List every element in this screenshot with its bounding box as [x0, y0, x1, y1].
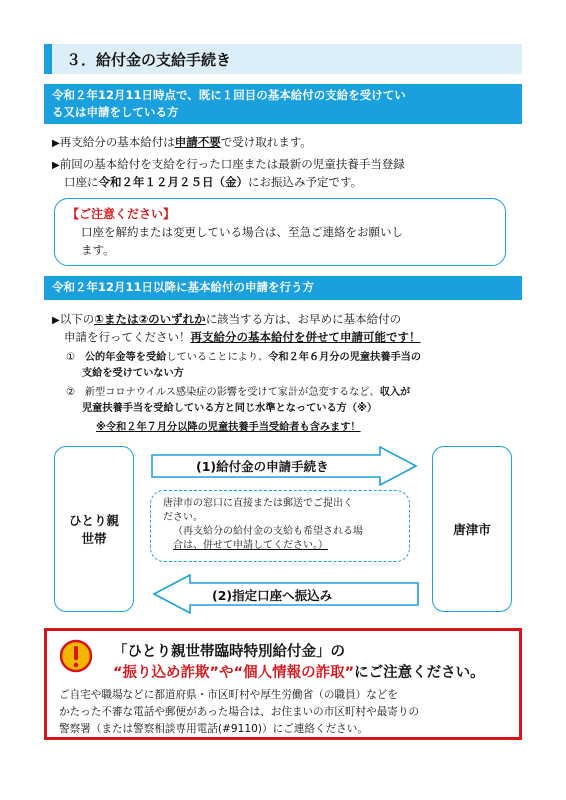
caution-box: [54, 198, 506, 266]
warning-subtitle: “振り込め詐欺”や“個人情報の詐取”にご注意ください。: [113, 665, 485, 681]
warning-body-line2: かたった不審な電話や郵便があった場合は、お住まいの市区町村や最寄りの: [59, 706, 420, 718]
heading2-text: 令和２年12月11日以降に基本給付の申請を行う方: [52, 280, 315, 294]
combined-application-note: 再支給分の基本給付を併せて申請可能です！: [190, 330, 421, 344]
warning-title: 「ひとり親世帯臨時特別給付金」の: [113, 644, 345, 660]
submission-line4: 合は、併せて申請してください。）: [173, 540, 328, 551]
bullet-no-application: ▶再支給分の基本給付は申請不要で受け取れます。: [52, 135, 312, 149]
condition-item-2-line2: 児童扶養手当を受給している方と同じ水準となっている方（※）: [82, 403, 378, 414]
transfer-date: 令和２年１２月２５日（金）: [98, 175, 248, 189]
bullet-triangle-icon: ▶: [52, 315, 60, 326]
caution-line2: ます。: [81, 243, 115, 257]
condition-item-2: ② 新型コロナウイルス感染症の影響を受けて家計が急変するなど、収入が: [66, 387, 411, 398]
section-title: ３．給付金の支給手続き: [66, 51, 232, 69]
submission-line1: 唐津市の窓口に直接または郵送でご提出く: [163, 498, 353, 509]
intro-line2: 申請を行ってください！再支給分の基本給付を併せて申請可能です！: [64, 330, 421, 344]
bullet-transfer-account: ▶前回の基本給付を支給を行った口座または最新の児童扶養手当登録: [52, 157, 405, 171]
heading1-line1: 令和２年12月11日時点で、既に１回目の基本給付の支給を受けてい: [52, 88, 406, 102]
single-parent-household-box: ひとり親 世帯: [54, 446, 134, 612]
heading-existing-applicants: [44, 84, 522, 124]
caution-line1: 口座を解約または変更している場合は、至急ご連絡をお願いし: [81, 225, 403, 239]
section-title-bar: [44, 44, 522, 74]
fraud-warning-box: [44, 628, 522, 740]
warning-body-line3: 警察署（または警察相談専用電話(#9110)）にご連絡ください。: [59, 723, 368, 735]
caution-title: 【ご注意ください】: [67, 207, 176, 221]
submission-line2: ださい。: [163, 512, 203, 523]
condition-note: ※令和２年７月分以降の児童扶養手当受給者も含みます！: [96, 422, 361, 433]
arrow-label-transfer: (2)指定口座へ振込み: [212, 588, 333, 603]
submission-info-box: [150, 490, 410, 562]
no-application-needed: 申請不要: [174, 135, 221, 149]
condition-item-1: ① 公的年金等を受給していることにより、令和２年６月分の児童扶養手当の: [66, 352, 422, 363]
bullet-triangle-icon: ▶: [52, 160, 60, 171]
karatsu-city-box: 唐津市: [432, 446, 512, 612]
heading-new-applicants: [44, 276, 522, 300]
warning-body-line1: ご自宅や職場などに都道府県・市区町村や厚生労働省（の職員）などを: [59, 689, 398, 701]
bullet-transfer-date-line: 口座に令和２年１２月２５日（金）にお振込み予定です。: [64, 175, 363, 189]
heading1-line2: る又は申請をしている方: [52, 105, 179, 119]
intro-line1: ▶以下の①または②のいずれかに該当する方は、お早めに基本給付の: [52, 312, 402, 326]
bullet-triangle-icon: ▶: [52, 138, 60, 149]
arrow-label-application: (1)給付金の申請手続き: [196, 459, 329, 474]
submission-line3: （再支給分の給付金の支給も希望される場: [173, 526, 363, 537]
either-condition: ①または②のいずれか: [94, 312, 206, 326]
condition-item-1-line2: 支給を受けていない方: [82, 368, 184, 379]
exclamation-icon: [59, 639, 93, 673]
